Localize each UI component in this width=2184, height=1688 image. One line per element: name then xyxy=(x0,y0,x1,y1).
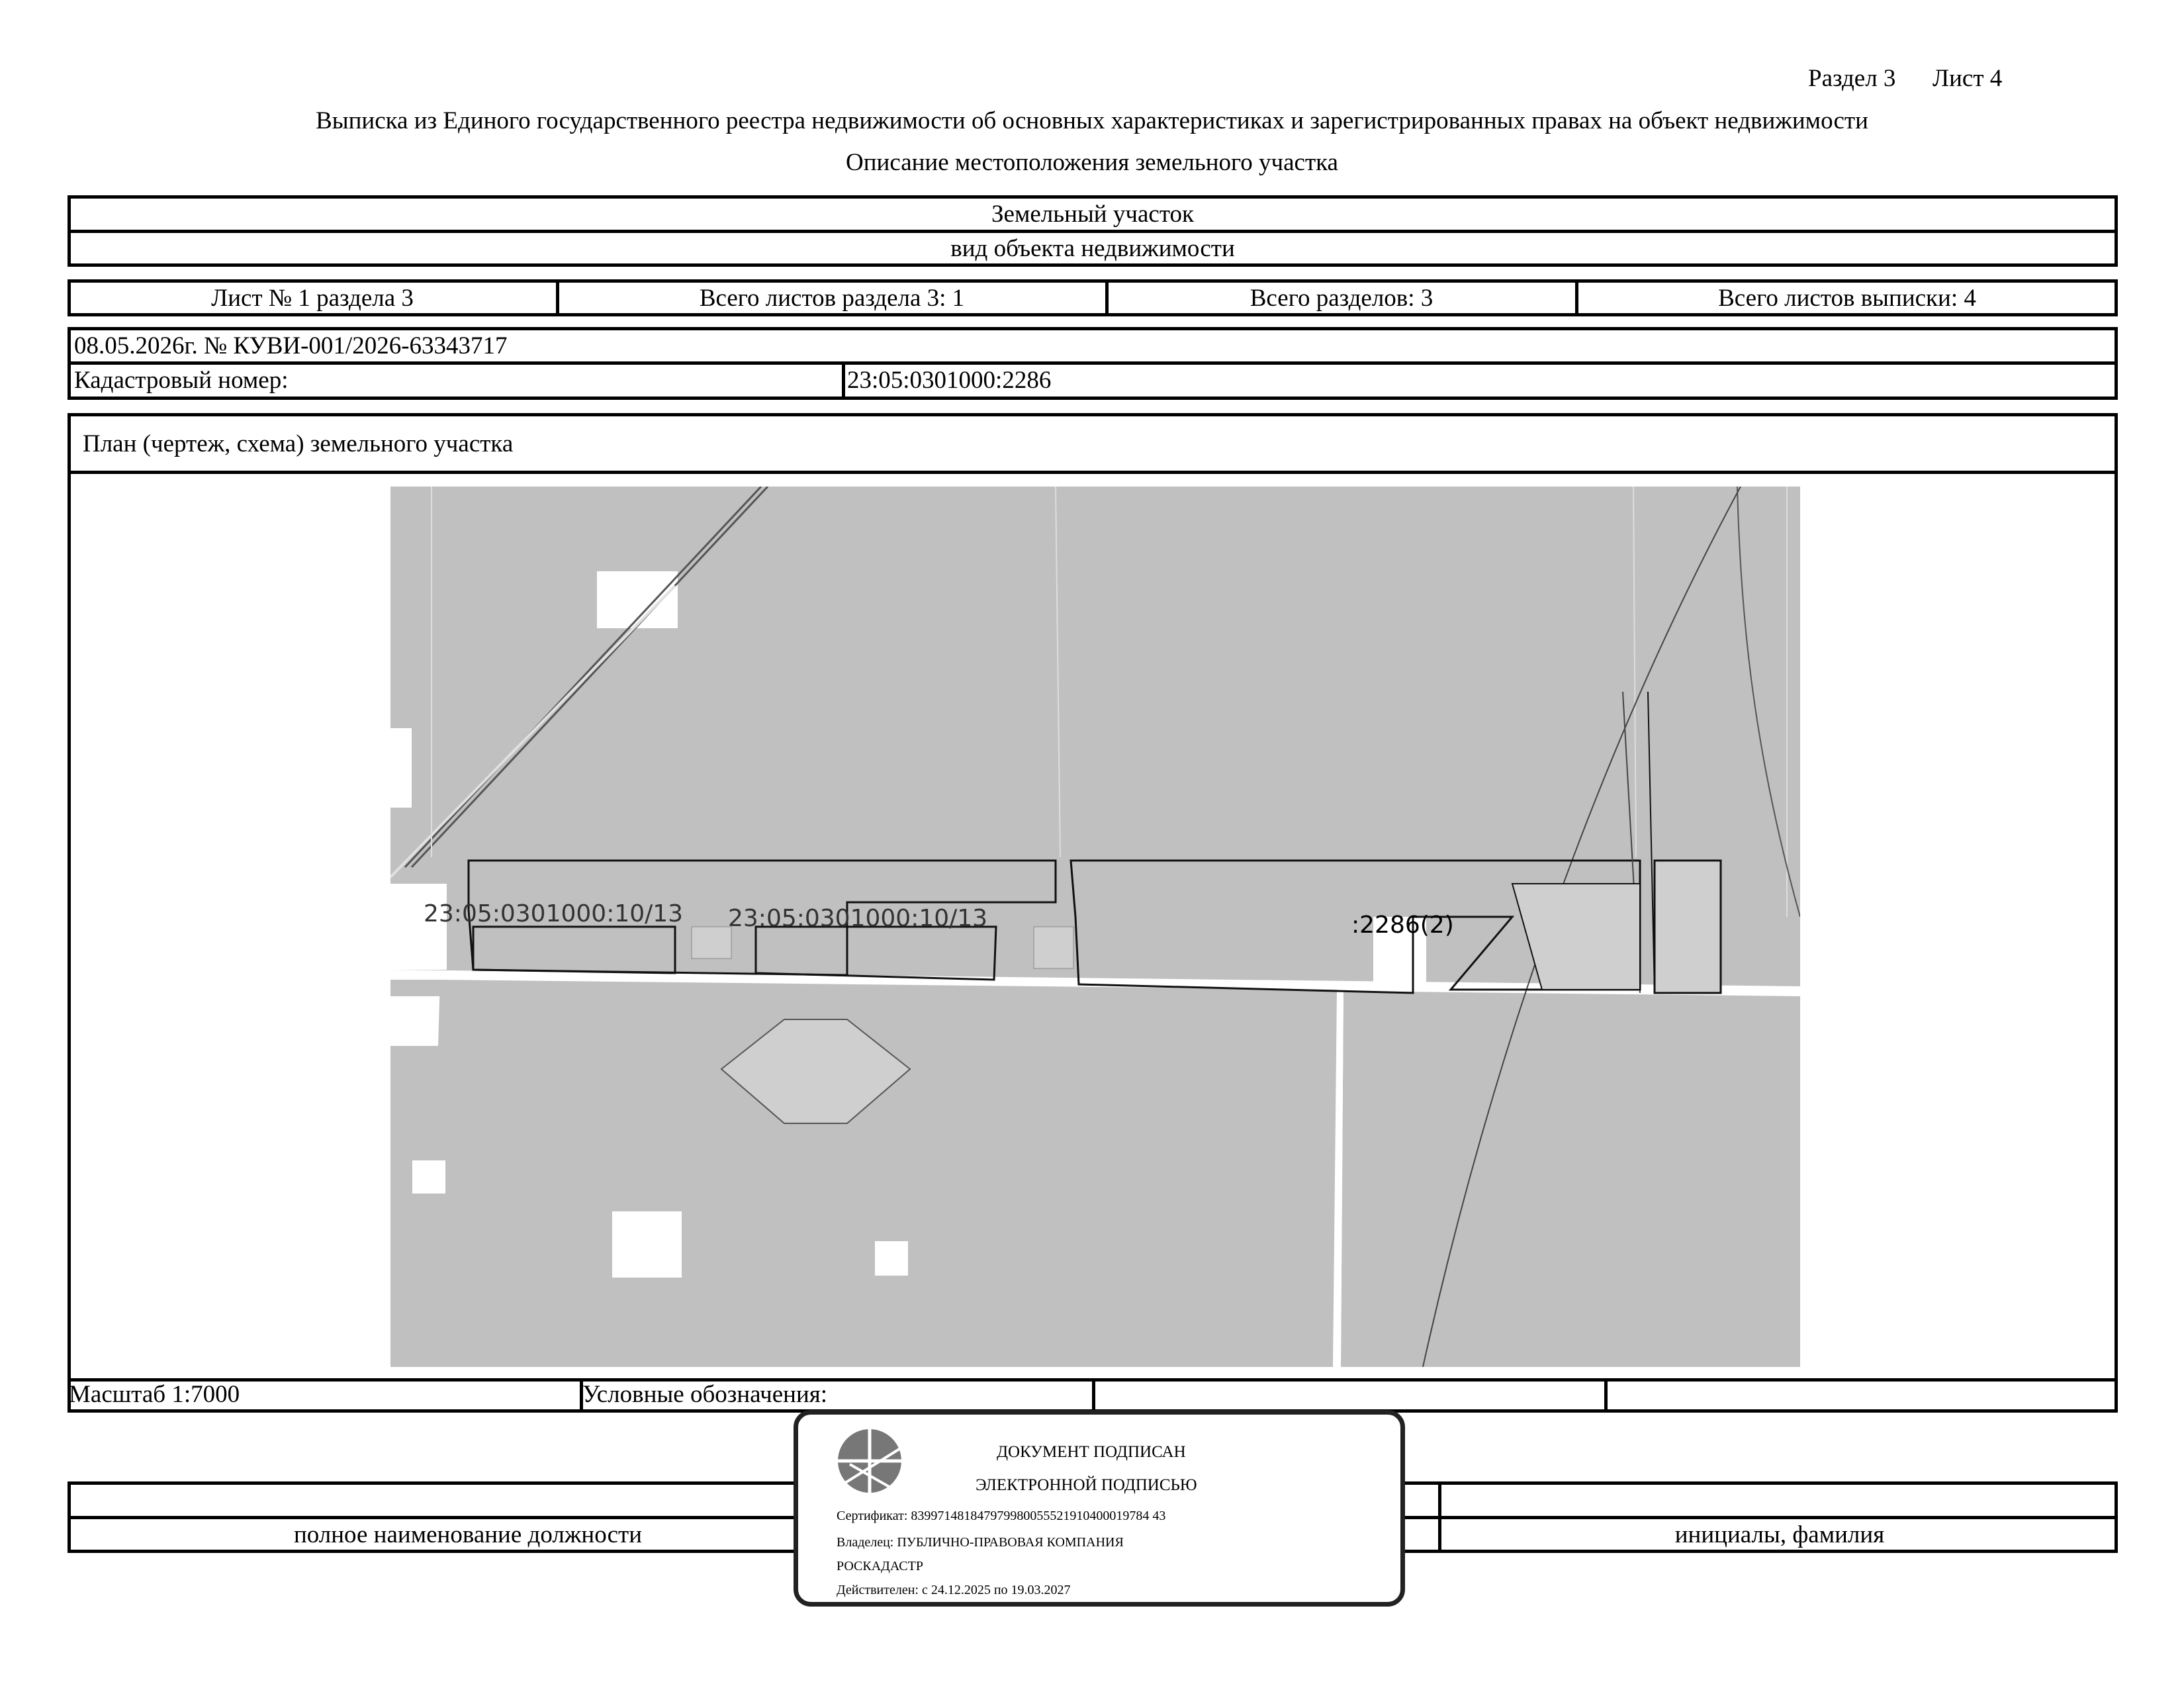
total-section-sheets: Всего листов раздела 3: 1 xyxy=(699,285,965,312)
white-patch xyxy=(390,728,412,808)
plan-title: План (чертеж, схема) земельного участка xyxy=(83,430,514,457)
stamp-valid: Действителен: с 24.12.2025 по 19.03.2027 xyxy=(837,1583,1071,1597)
white-patch xyxy=(612,1211,682,1278)
document-title: Выписка из Единого государственного реестра недвижимости об основных характеристиках и зарегистрированных правах на объект недвижимости xyxy=(316,107,1868,134)
small-parcel xyxy=(692,927,731,959)
white-patch xyxy=(390,1046,437,1135)
cadastral-map[interactable] xyxy=(390,487,1800,1367)
scale-label: Масштаб 1:7000 xyxy=(69,1381,240,1408)
divider xyxy=(68,361,2118,365)
sheet-label: Лист 4 xyxy=(1933,65,2003,92)
map-area-southeast xyxy=(1341,991,1800,1367)
document-subtitle: Описание местоположения земельного участка xyxy=(846,149,1338,176)
legend-label: Условные обозначения: xyxy=(582,1381,828,1408)
initials-caption: инициалы, фамилия xyxy=(1674,1521,1885,1548)
parcel-label-target: :2286(2) xyxy=(1351,912,1454,939)
sheet-number: Лист № 1 раздела 3 xyxy=(211,285,414,312)
stamp-line2: ЭЛЕКТРОННОЙ ПОДПИСЬЮ xyxy=(976,1476,1197,1494)
cadastral-number: 23:05:0301000:2286 xyxy=(847,367,1052,394)
white-patch xyxy=(412,1160,445,1194)
roskadastr-logo-icon xyxy=(837,1428,903,1494)
object-kind-caption: вид объекта недвижимости xyxy=(950,235,1235,262)
divider xyxy=(68,471,2118,474)
stamp-certificate: Сертификат: 839971481847979980055521910400019784 43 xyxy=(837,1509,1166,1523)
divider xyxy=(1604,1378,1608,1413)
divider xyxy=(1092,1378,1095,1413)
stamp-owner-line1: Владелец: ПУБЛИЧНО-ПРАВОВАЯ КОМПАНИЯ xyxy=(837,1535,1124,1550)
east-block xyxy=(1655,861,1721,993)
white-patch xyxy=(875,1241,908,1276)
e-signature-stamp xyxy=(794,1410,1405,1607)
total-sections: Всего разделов: 3 xyxy=(1250,285,1433,312)
parcel-label-mid: 23:05:0301000:10/13 xyxy=(728,905,988,932)
divider xyxy=(68,230,2118,233)
cadastral-label: Кадастровый номер: xyxy=(74,367,289,394)
section-label: Раздел 3 xyxy=(1808,65,1896,92)
stamp-owner-line2: РОСКАДАСТР xyxy=(837,1559,923,1573)
object-name: Земельный участок xyxy=(991,201,1194,228)
total-extract-sheets: Всего листов выписки: 4 xyxy=(1718,285,1976,312)
stamp-line1: ДОКУМЕНТ ПОДПИСАН xyxy=(997,1443,1186,1461)
divider xyxy=(842,361,845,400)
parcel-label-left: 23:05:0301000:10/13 xyxy=(424,900,684,927)
position-caption: полное наименование должности xyxy=(293,1521,643,1548)
record-date-number: 08.05.2026г. № КУВИ-001/2026-63343717 xyxy=(74,332,508,359)
small-parcel xyxy=(1034,927,1073,968)
